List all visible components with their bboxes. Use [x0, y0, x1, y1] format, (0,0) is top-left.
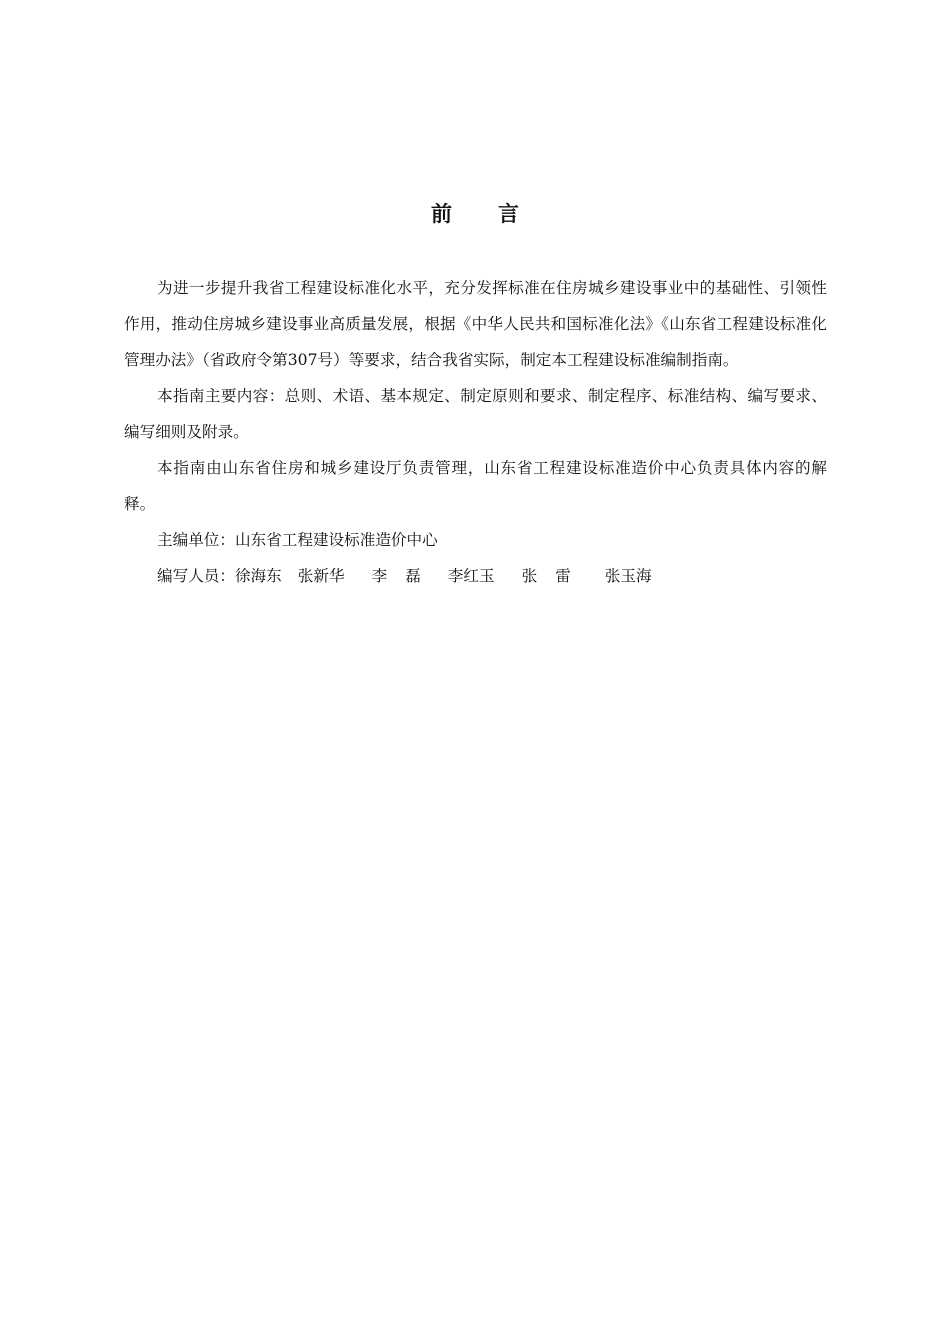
paragraph-purpose: 为进一步提升我省工程建设标准化水平，充分发挥标准在住房城乡建设事业中的基础性、引领性作用，推动住房城乡建设事业高质量发展，根据《中华人民共和国标准化法》《山东省工程建设标准化管理办法》（省政府令第307号）等要求，结合我省实际，制定本工程建设标准编制指南。	[124, 279, 827, 369]
author-name-part: 李	[371, 567, 388, 585]
author-name: 李红玉	[447, 567, 495, 585]
author-name-part: 雷	[555, 567, 571, 585]
author-name: 徐海东	[234, 567, 282, 585]
author-name: 张玉海	[604, 567, 652, 585]
author-name: 张新华	[297, 567, 345, 585]
authors-line	[124, 558, 827, 594]
title-char-1: 前	[431, 201, 452, 226]
authors-label: 编写人员：	[157, 567, 235, 585]
author-name-part: 张	[521, 567, 538, 585]
page-title	[0, 198, 950, 228]
author-name-part: 磊	[405, 567, 421, 585]
paragraph-contents: 本指南主要内容：总则、术语、基本规定、制定原则和要求、制定程序、标准结构、编写要求、编写细则及附录。	[124, 387, 827, 441]
editor-line	[124, 522, 827, 558]
paragraph-management: 本指南由山东省住房和城乡建设厅负责管理，山东省工程建设标准造价中心负责具体内容的解释。	[124, 459, 827, 513]
editor-value: 山东省工程建设标准造价中心	[234, 531, 438, 549]
editor-label: 主编单位：	[157, 531, 235, 549]
title-char-2: 言	[498, 201, 519, 226]
preface-body	[124, 270, 827, 594]
